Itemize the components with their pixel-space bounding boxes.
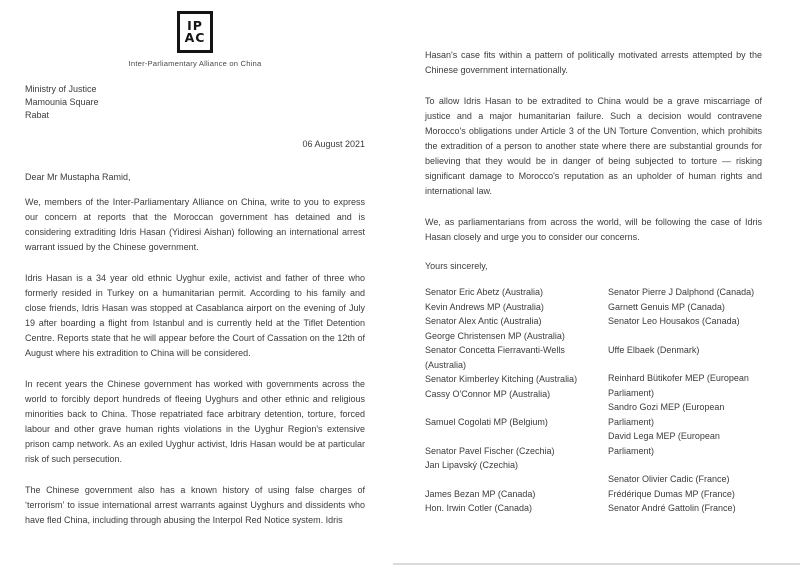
letter-date: 06 August 2021 <box>302 139 365 149</box>
ipac-logo-icon <box>177 11 213 53</box>
signatory: Kevin Andrews MP (Australia) <box>425 301 544 312</box>
body-paragraph: The Chinese government also has a known history of using false charges of ‘terrorism’ to issue international arrest warrants against Uyghurs and dissidents who have fled China, including through abusing the Interpol Red Notice system. Idris <box>25 485 365 525</box>
body-paragraph: In recent years the Chinese government has worked with governments across the world to forcibly deport hundreds of fleeing Uyghurs and other ethnic and religious minorities back to China. Those repatriated face arbitrary detention, torture, forced labour and other grave human rights violations in the Uyghur Region's extensive prison camp network. As an exiled Uyghur activist, Idris Hasan would be at particular risk of such persecution. <box>25 379 365 464</box>
signatory: Senator Concetta Fierravanti-Wells (Australia) <box>425 345 565 370</box>
signatory: David Lega MEP (European Parliament) <box>608 431 720 456</box>
signatory-group-european-parliament <box>608 371 762 458</box>
letter-page-1 <box>25 0 365 528</box>
signatory-group-france <box>608 472 762 516</box>
signatory-group-czechia <box>425 444 608 473</box>
page-2-bottom-edge <box>393 563 800 565</box>
signatory-group-belgium <box>425 415 608 430</box>
body-paragraph: Idris Hasan is a 34 year old ethnic Uyghur exile, activist and father of three who formerly resided in Turkey on a humanitarian permit. According to his family and close friends, Idris Hasan was stopped at Casablanca airport on the evening of July 19 after boarding a flight from Istanbul and is currently held at the Tiflet Detention Centre. Reports state that he will appear before the Court of Cassation on the 12th of August where his extradition to China will be considered. <box>25 273 365 358</box>
signatories-column-left <box>425 285 608 530</box>
organization-name: Inter-Parliamentary Alliance on China <box>128 59 262 68</box>
signatory: Senator Pierre J Dalphond (Canada) <box>608 287 755 297</box>
signatory: Reinhard Bütikofer MEP (European Parliament) <box>608 373 749 398</box>
signatory: Senator Kimberley Kitching (Australia) <box>425 374 578 384</box>
recipient-line: Mamounia Square <box>25 97 99 107</box>
signatory: Cassy O'Connor MP (Australia) <box>425 388 551 399</box>
signatory-group-australia <box>425 285 608 401</box>
recipient-line: Ministry of Justice <box>25 84 97 94</box>
signatory: Garnett Genuis MP (Canada) <box>608 301 725 312</box>
signatory: Hon. Irwin Cotler (Canada) <box>425 503 533 513</box>
body-paragraph: We, members of the Inter-Parliamentary Alliance on China, write to you to express our concern at reports that the Moroccan government has detained and is considering extraditing Idris Hasan (Yidiresi Aishan) following an international arrest warrant issued by the Chinese government. <box>25 197 365 252</box>
signatory: Jan Lipavský (Czechia) <box>425 460 519 470</box>
signatory: Uffe Elbaek (Denmark) <box>608 344 700 355</box>
signatory: James Bezan MP (Canada) <box>425 488 536 499</box>
body-paragraph: We, as parliamentarians from across the world, will be following the case of Idris Hasan closely and urge you to consider our concerns. <box>425 217 762 242</box>
recipient-line: Rabat <box>25 110 50 120</box>
signatory: Frédérique Dumas MP (France) <box>608 488 735 499</box>
ipac-logo-text-bottom: AC <box>184 30 206 45</box>
signatory: Senator Olivier Cadic (France) <box>608 474 730 484</box>
body-paragraph: To allow Idris Hasan to be extradited to China would be a grave miscarriage of justice and a major humanitarian failure. Such a decision would contravene Morocco's obligations under Article 3 of the UN Torture Convention, which prohibits the extradition of a person to another state where there are substantial grounds for believing that they would be in danger of being subjected to torture — risking significant damage to Morocco's reputation as an upholder of human rights and international law. <box>425 96 762 196</box>
signatory-group-canada-left <box>425 487 608 516</box>
signatories-column-right <box>608 285 762 530</box>
signatory: Senator Leo Housakos (Canada) <box>608 316 740 326</box>
recipient-address <box>25 83 365 122</box>
signatory: Senator André Gattolin (France) <box>608 503 736 513</box>
signatory: Senator Alex Antic (Australia) <box>425 316 542 326</box>
signatory: George Christensen MP (Australia) <box>425 330 565 341</box>
signatory: Sandro Gozi MEP (European Parliament) <box>608 402 725 427</box>
body-paragraph: Hasan's case fits within a pattern of politically motivated arrests attempted by the Chinese government internationally. <box>425 50 762 75</box>
letter-page-2 <box>425 0 762 530</box>
signatory: Samuel Cogolati MP (Belgium) <box>425 417 548 427</box>
signatory-group-canada-right <box>608 285 762 329</box>
signatory: Senator Eric Abetz (Australia) <box>425 287 544 297</box>
signatory: Senator Pavel Fischer (Czechia) <box>425 445 555 456</box>
closing-line: Yours sincerely, <box>425 261 488 271</box>
signatories-section <box>425 285 762 530</box>
signatory-group-denmark <box>608 343 762 358</box>
salutation: Dear Mr Mustapha Ramid, <box>25 172 131 182</box>
ipac-logo-text-top: IP <box>187 18 203 34</box>
